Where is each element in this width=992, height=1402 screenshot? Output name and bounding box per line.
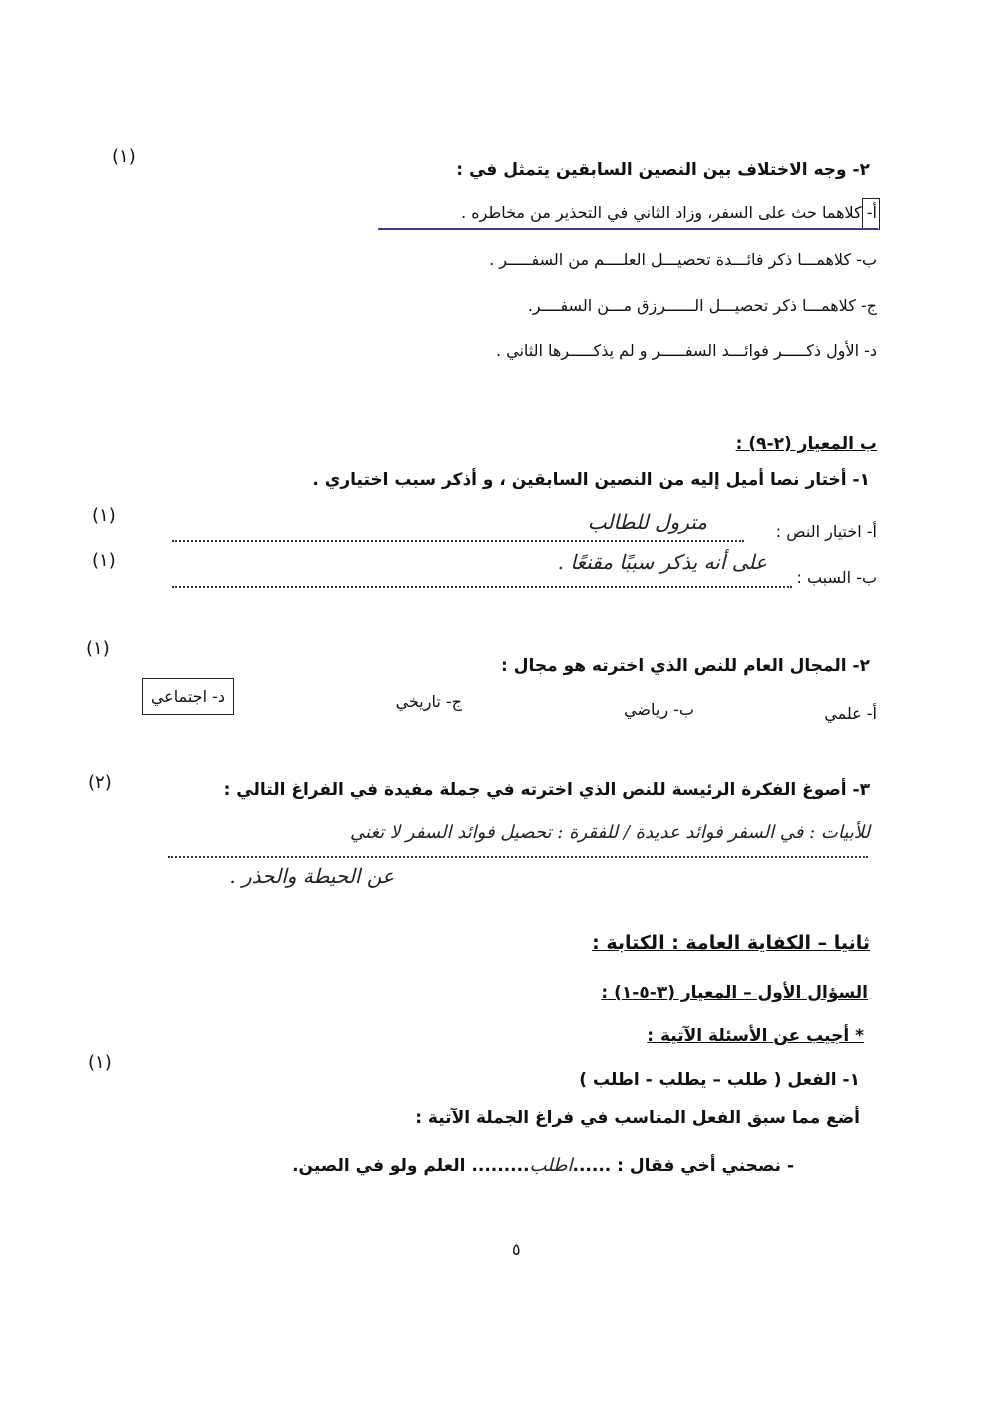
q2-diff-mark: (١) — [112, 146, 136, 167]
verb-question: ١- الفعل ( طلب – يطلب - اطلب ) — [579, 1070, 860, 1090]
q3-handwritten-line1: للأبيات : في السفر فوائد عديدة / للفقرة : تحصيل فوائد السفر لا تغني — [350, 822, 870, 843]
q2-diff-question: ٢- وجه الاختلاف بين النصين السابقين يتمثل في : — [456, 160, 870, 180]
choice-label: أ- اختيار النص : — [775, 522, 877, 541]
verb-question-mark: (١) — [88, 1052, 112, 1073]
page-number: ٥ — [512, 1240, 521, 1259]
reason-label: ب- السبب : — [796, 568, 877, 587]
choice-mark: (١) — [92, 505, 116, 526]
q2-diff-option-d: د- الأول ذكـــــر فوائـــد السفـــــر و لم يذكـــــرها الثاني . — [495, 341, 877, 360]
selected-answer-box — [862, 198, 880, 230]
q2-field-mark: (١) — [86, 638, 110, 659]
reason-mark: (١) — [92, 550, 116, 571]
verb-task: أضع مما سبق الفعل المناسب في فراغ الجملة الآتية : — [415, 1108, 860, 1128]
choice-dotted-line — [172, 540, 744, 542]
reason-handwritten-answer: على أنه يذكر سببًا مقنعًا . — [557, 550, 767, 574]
fill-sentence: - نصحني أخي فقال : ......اطلب......... العلم ولو في الصين. — [292, 1155, 794, 1176]
q2-diff-option-b: ب- كلاهمـــا ذكر فائـــدة تحصيـــل العلــــم من السفـــــر . — [489, 250, 877, 269]
q3-question: ٣- أصوغ الفكرة الرئيسة للنص الذي اخترته في جملة مفيدة في الفراغ التالي : — [223, 780, 870, 800]
q3-handwritten-line2: عن الحيطة والحذر . — [229, 864, 394, 888]
question-one-heading: السؤال الأول – المعيار (٣-٥-١) : — [601, 983, 868, 1003]
q2-diff-option-c: ج- كلاهمـــا ذكر تحصيـــل الــــــرزق مـــن السفــــر. — [527, 296, 877, 315]
section-two-heading: ثانيا – الكفاية العامة : الكتابة : — [592, 932, 870, 954]
field-option-b: ب- رياضي — [624, 700, 694, 719]
instruction: * أجيب عن الأسئلة الآتية : — [647, 1026, 864, 1046]
field-option-c: ج- تاريخي — [395, 692, 462, 711]
field-option-a: أ- علمي — [824, 704, 877, 723]
q2-diff-option-a: أ- كلاهما حث على السفر، وزاد الثاني في التحذير من مخاطره . — [461, 203, 877, 222]
q3-mark: (٢) — [88, 772, 112, 793]
field-option-d-selected: د- اجتماعي — [142, 678, 234, 715]
standard-b-heading: ب المعيار (٢-٩) : — [735, 434, 877, 454]
reason-dotted-line — [172, 586, 792, 588]
answer-underline — [378, 228, 878, 230]
fill-handwritten-answer: اطلب — [529, 1155, 573, 1176]
q2-field-question: ٢- المجال العام للنص الذي اخترته هو مجال : — [501, 656, 870, 676]
choice-handwritten-answer: مترول للطالب — [587, 510, 707, 534]
q3-dotted-line — [168, 856, 868, 858]
standard-b-q1: ١- أختار نصا أميل إليه من النصين السابقين ، و أذكر سبب اختياري . — [312, 470, 870, 490]
